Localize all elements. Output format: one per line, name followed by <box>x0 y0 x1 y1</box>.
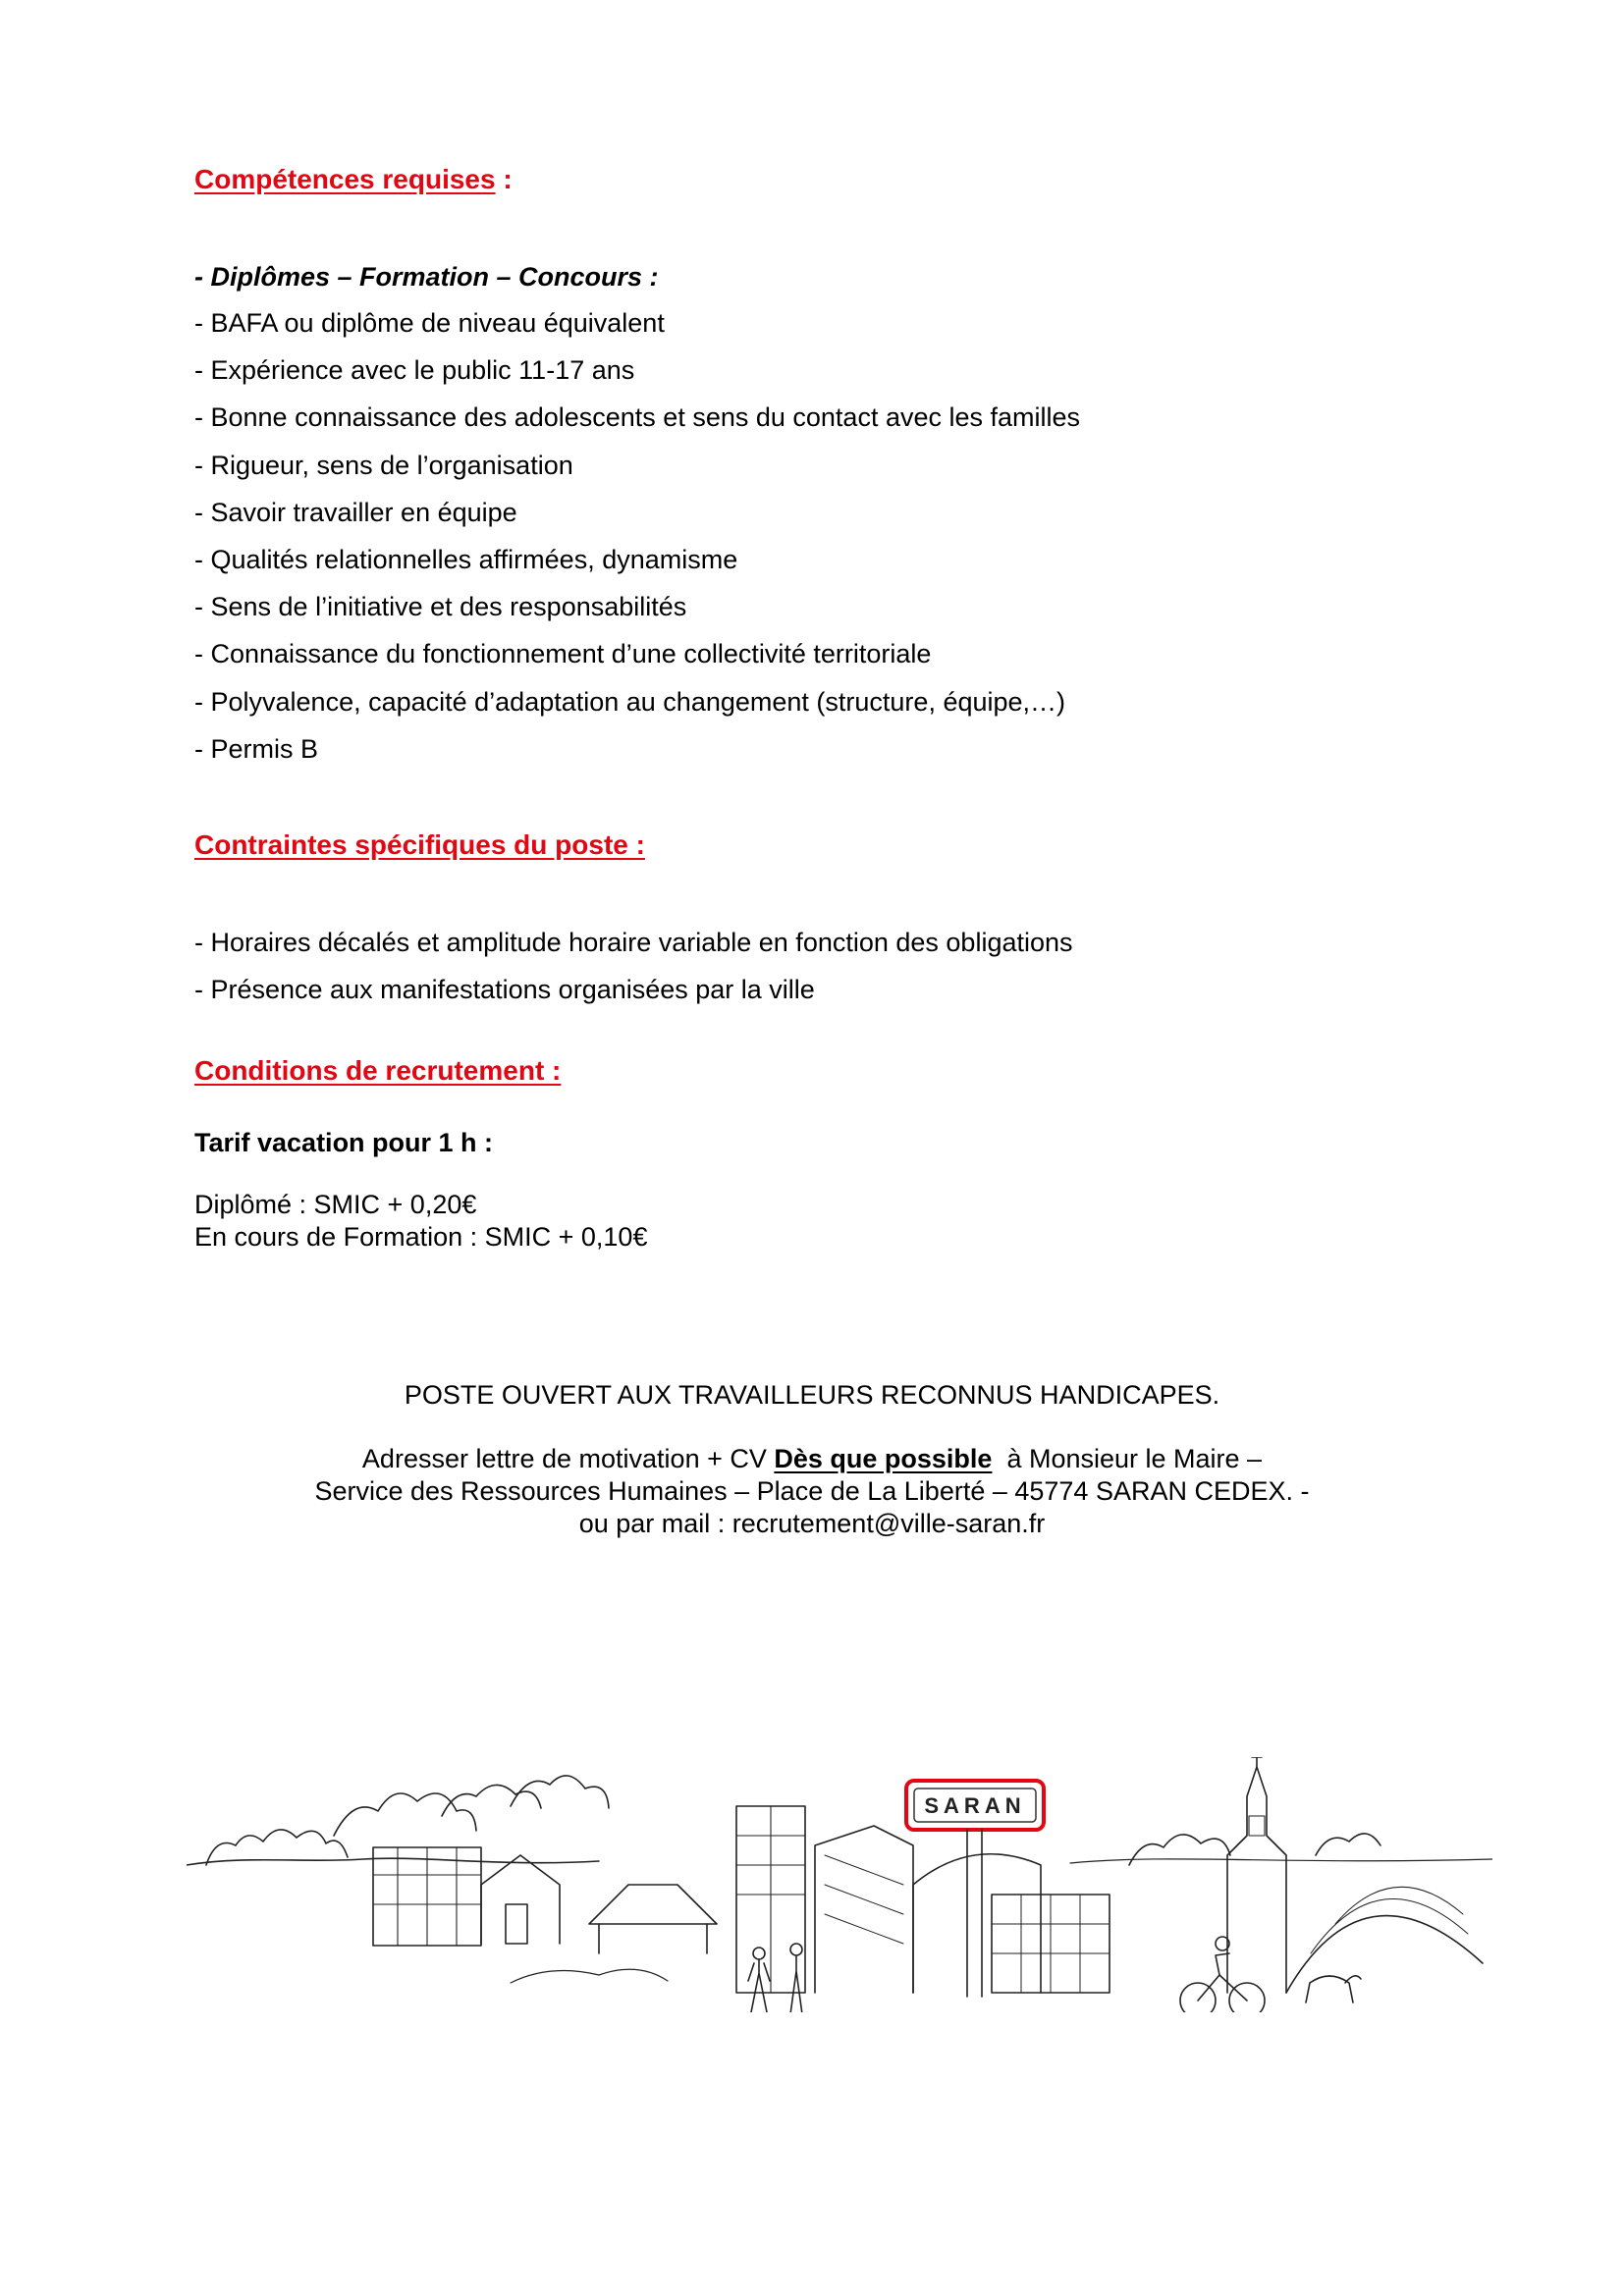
list-item: - Connaissance du fonctionnement d’une collectivité territoriale <box>194 639 932 669</box>
list-item: - Qualités relationnelles affirmées, dynamisme <box>194 544 738 574</box>
list-item: - Horaires décalés et amplitude horaire variable en fonction des obligations <box>194 928 1073 957</box>
list-item: - Permis B <box>194 733 319 764</box>
address-line-3: ou par mail : recrutement@ville-saran.fr <box>578 1509 1046 1538</box>
list-item: - Sens de l’initiative et des responsabilités <box>194 592 687 622</box>
handicap-notice: POSTE OUVERT AUX TRAVAILLEURS RECONNUS HANDICAPES. <box>404 1380 1220 1410</box>
competences-list <box>194 306 1080 779</box>
contraintes-list <box>194 926 1073 1020</box>
conditions-heading-text: Conditions de recrutement : <box>194 1055 562 1086</box>
address-line-1 <box>0 1443 1624 1475</box>
diplomes-subheading: - Diplômes – Formation – Concours : <box>194 262 659 292</box>
list-item: - Rigueur, sens de l’organisation <box>194 450 573 480</box>
competences-heading-suffix: : <box>495 164 513 194</box>
tarif-diplome: Diplômé : SMIC + 0,20€ <box>194 1190 477 1219</box>
conditions-heading <box>194 1054 561 1088</box>
competences-heading-text: Compétences requises <box>194 164 496 194</box>
deadline-emphasis: Dès que possible <box>774 1444 993 1473</box>
list-item: - BAFA ou diplôme de niveau équivalent <box>194 308 665 338</box>
contraintes-heading <box>194 828 645 862</box>
list-item: - Savoir travailler en équipe <box>194 497 517 527</box>
list-item: - Présence aux manifestations organisées par la ville <box>194 975 815 1005</box>
address-line-1-before: Adresser lettre de motivation + CV <box>361 1444 775 1473</box>
tarif-formation: En cours de Formation : SMIC + 0,10€ <box>194 1222 648 1252</box>
address-line-2: Service des Ressources Humaines – Place de La Liberté – 45774 SARAN CEDEX. - <box>314 1476 1310 1506</box>
address-line-1-after: à Monsieur le Maire – <box>992 1444 1263 1473</box>
competences-heading <box>194 163 513 196</box>
list-item: - Expérience avec le public 11-17 ans <box>194 355 635 386</box>
saran-sign-text: SARAN <box>924 1793 1026 1818</box>
tarif-label: Tarif vacation pour 1 h : <box>194 1128 494 1157</box>
saran-town-illustration <box>187 1757 1492 2012</box>
contraintes-heading-text: Contraintes spécifiques du poste : <box>194 829 645 860</box>
list-item: - Bonne connaissance des adolescents et sens du contact avec les familles <box>194 402 1081 433</box>
list-item: - Polyvalence, capacité d’adaptation au changement (structure, équipe,…) <box>194 686 1066 717</box>
